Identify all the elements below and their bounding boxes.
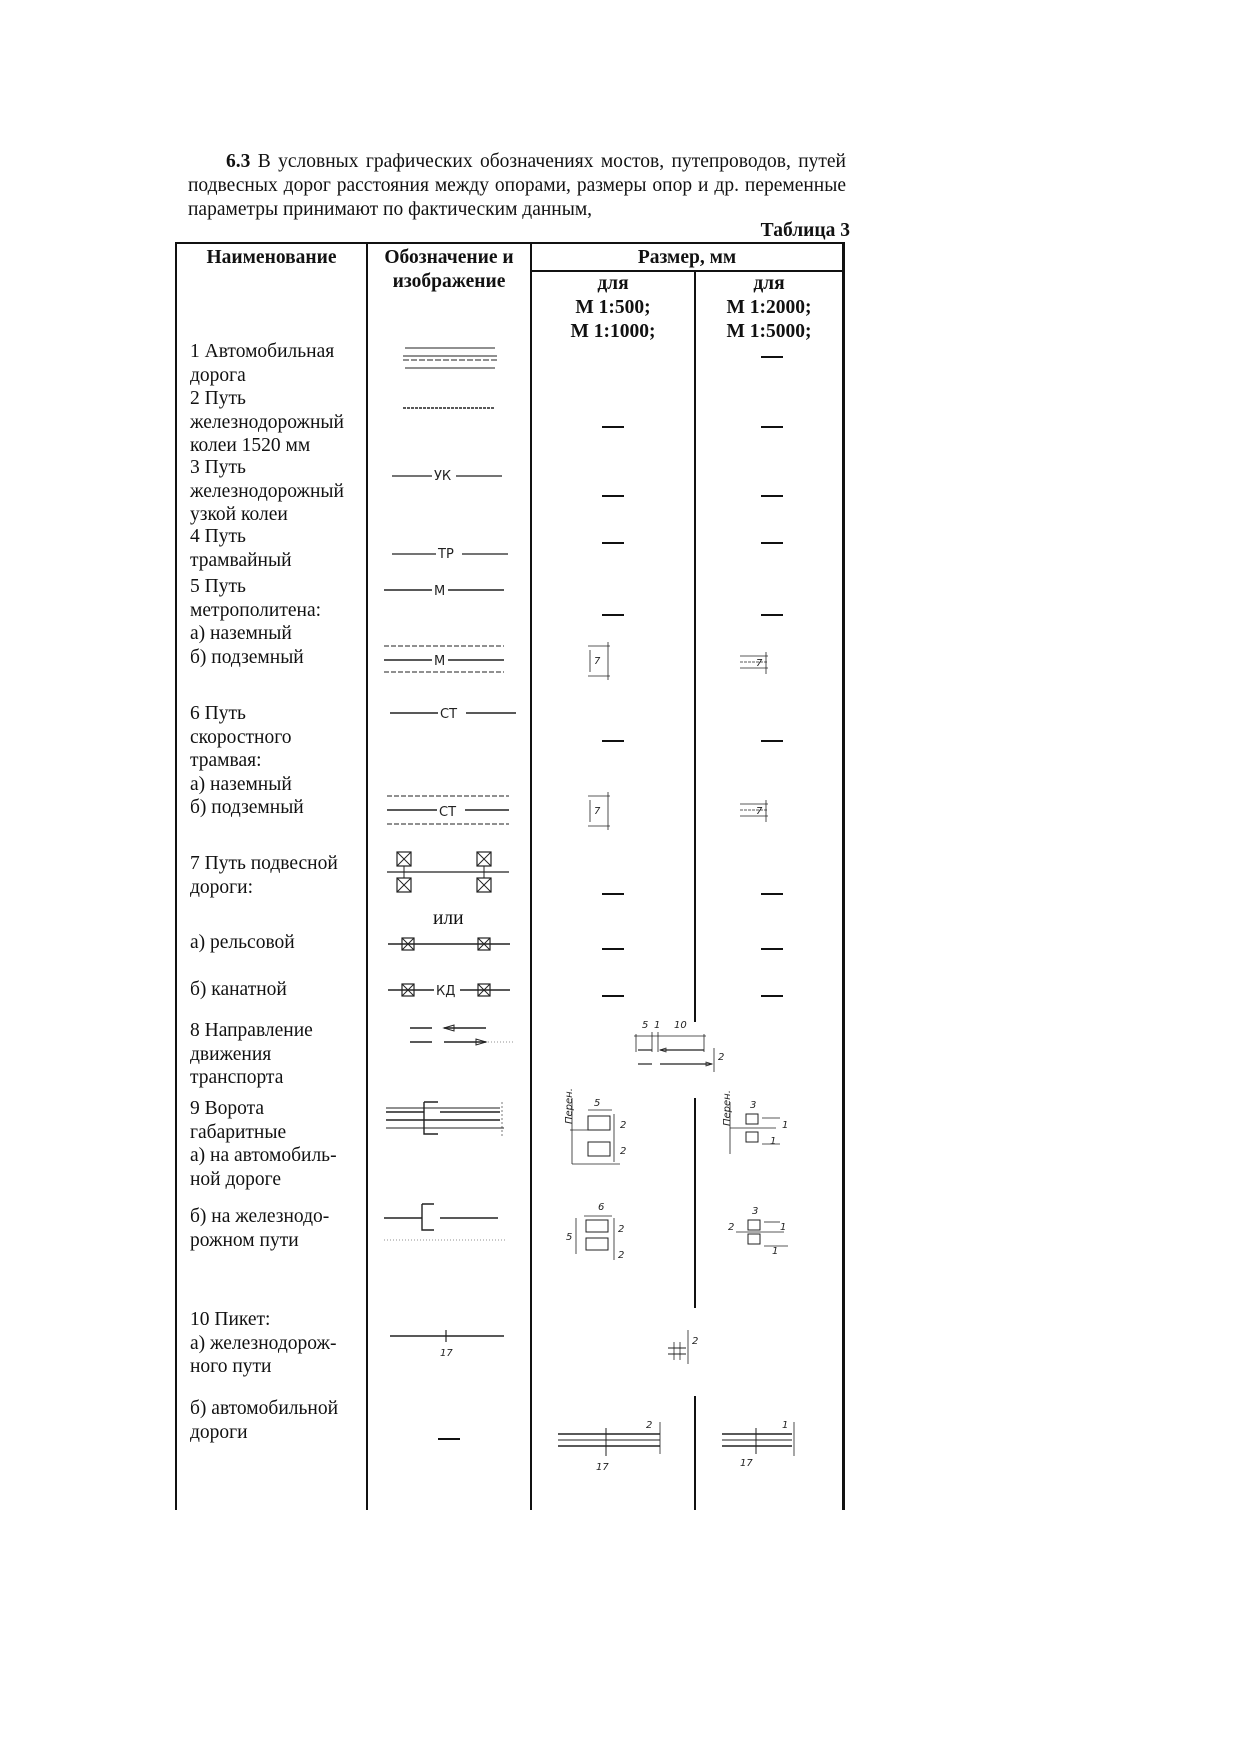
gate-railway-symbol-icon: [382, 1200, 512, 1246]
scale1-line1: для: [597, 273, 629, 294]
row-10-line1: 10 Пикет:: [190, 1309, 271, 1330]
table-border-right: [842, 242, 845, 1510]
st-label-a: СТ: [440, 707, 458, 722]
cable-suspended-symbol-icon: [386, 978, 516, 1002]
dash-r7b-c2: [761, 995, 783, 997]
table-caption: Таблица 3: [760, 220, 850, 241]
row-10b-name: [190, 1397, 355, 1444]
row-9-line1: 9 Ворота: [190, 1098, 265, 1119]
dim-one-d: 1: [780, 1222, 787, 1233]
dim-peren-a: Перен.: [564, 1088, 575, 1124]
row-1-name: [190, 340, 355, 387]
metro-under-dim-c1-icon: [584, 640, 624, 684]
dim-two-a: 2: [718, 1052, 725, 1063]
row-5-line1: 5 Путь: [190, 576, 246, 597]
col-sep-3c: [694, 1396, 696, 1510]
dim-two-c: 2: [620, 1146, 627, 1157]
uk-label: УК: [434, 469, 452, 484]
table-border-left: [175, 242, 177, 1510]
paragraph-text: В условных графических обозначениях мостов, путепроводов, путей подвесных дорог расстояния между опорами, размеры опор и др. переменные параметры принимают по фактическим данным,: [188, 151, 846, 220]
gate-auto-dim-c1-icon: [560, 1090, 640, 1172]
m-label-a: М: [434, 584, 446, 599]
dim-ten: 10: [674, 1020, 687, 1031]
dim-six: 6: [598, 1202, 605, 1213]
dim-five-b: 5: [594, 1098, 601, 1109]
row-4-name: [190, 525, 355, 572]
st-label-b: СТ: [439, 805, 457, 820]
dim-one-f: 1: [782, 1420, 789, 1431]
row-5-line2: метрополитена:: [190, 599, 322, 621]
dash-r2-c2: [761, 426, 783, 428]
paragraph-number: 6.3: [226, 151, 251, 172]
direction-arrows-icon: [408, 1022, 518, 1052]
dash-r4-c1: [602, 542, 624, 544]
col-sep-3b: [694, 1098, 696, 1308]
row-7-line1: 7 Путь подвесной: [190, 853, 338, 874]
row-9-line4: ной дороге: [190, 1168, 282, 1190]
row-5-name: [190, 575, 355, 669]
speed-tram-surface-symbol-icon: [388, 702, 518, 722]
dash-r5-c2: [761, 614, 783, 616]
row-10-name: [190, 1308, 355, 1379]
row-8-name: [190, 1019, 355, 1090]
dash-r7-c1: [602, 893, 624, 895]
row-10b-line2: дороги: [190, 1421, 248, 1443]
row-7b-name: б) канатной: [190, 979, 287, 1000]
scale1-line2: М 1:500;: [575, 297, 651, 318]
dash-r1-c2: [761, 356, 783, 358]
m-label-b: М: [434, 654, 446, 669]
dash-r6-c2: [761, 740, 783, 742]
dim-five-c: 5: [566, 1232, 573, 1243]
dim-one-a: 1: [654, 1020, 661, 1031]
picket-auto-dim-c2-icon: [720, 1416, 810, 1472]
dim-two-b: 2: [620, 1120, 627, 1131]
tr-label: ТР: [438, 547, 454, 562]
dim-seven-a: 7: [594, 656, 601, 667]
row-6-name: [190, 702, 355, 820]
gate-automobile-symbol-icon: [384, 1098, 508, 1140]
suspended-road-symbol-icon: [385, 848, 515, 898]
row-9-line2: габаритные: [190, 1121, 287, 1143]
dash-r7a-c1: [602, 948, 624, 950]
dim-two-f: 2: [728, 1222, 735, 1233]
row-9b-line2: рожном пути: [190, 1229, 299, 1251]
dash-r7a-c2: [761, 948, 783, 950]
row-2-line2: железнодорожный: [190, 411, 344, 433]
row-6-line2: скоростного: [190, 726, 292, 748]
row-7-name: [190, 852, 355, 899]
dash-r3-c1: [602, 495, 624, 497]
header-scale-2: [696, 272, 842, 344]
gate-rail-dim-c2-icon: [728, 1204, 798, 1260]
speedtram-under-dim-c1-icon: [584, 790, 624, 834]
dash-r10b-symbol: [438, 1438, 460, 1440]
col-sep-2: [530, 242, 532, 1510]
railway-symbol-icon: [395, 404, 505, 414]
picket-rail-dim-icon: [664, 1324, 708, 1368]
row-10b-line1: б) автомобильной: [190, 1398, 339, 1419]
row-9b-line1: б) на железнодо-: [190, 1206, 330, 1227]
row-1-line2: дорога: [190, 364, 246, 386]
dim-two-g: 2: [692, 1336, 699, 1347]
row-9-name: [190, 1097, 355, 1191]
row-10-line3: ного пути: [190, 1356, 272, 1377]
header-symbol-line1: Обозначение и: [384, 247, 514, 268]
row-9b-name: [190, 1205, 355, 1252]
row-5-line4: б) подземный: [190, 646, 304, 668]
row-6-line3: трамвая:: [190, 750, 262, 771]
narrow-gauge-symbol-icon: [390, 465, 510, 485]
row-8-line1: 8 Направление: [190, 1020, 313, 1041]
dash-r3-c2: [761, 495, 783, 497]
row-7-line2: дороги:: [190, 876, 254, 898]
dash-r4-c2: [761, 542, 783, 544]
row-10-line2: а) железнодорож-: [190, 1332, 337, 1354]
row-3-line2: железнодорожный: [190, 480, 344, 502]
picket-railway-symbol-icon: [388, 1326, 508, 1360]
speedtram-under-dim-c2-icon: [738, 798, 778, 828]
scale2-line3: М 1:5000;: [726, 321, 812, 342]
or-text: или: [433, 908, 464, 929]
row-6-line4: а) наземный: [190, 773, 292, 795]
rail-suspended-symbol-icon: [386, 932, 516, 956]
row-3-line3: узкой колеи: [190, 504, 288, 525]
row-7a-name: а) рельсовой: [190, 932, 295, 953]
header-size: Размер, мм: [637, 247, 737, 268]
seventeen-label-c: 17: [740, 1458, 753, 1469]
seventeen-label-a: 17: [440, 1348, 453, 1359]
metro-under-dim-c2-icon: [738, 650, 778, 680]
picket-auto-dim-c1-icon: [556, 1416, 666, 1476]
metro-surface-symbol-icon: [382, 580, 512, 600]
dim-seven-b: 7: [756, 658, 763, 669]
dash-r5-c1: [602, 614, 624, 616]
dim-one-e: 1: [772, 1246, 779, 1257]
dim-one-c: 1: [770, 1136, 777, 1147]
dim-one-b: 1: [782, 1120, 789, 1131]
row-8-line3: транспорта: [190, 1067, 284, 1088]
row-2-name: [190, 387, 355, 458]
dim-peren-b: Перен.: [722, 1090, 733, 1126]
dim-two-h: 2: [646, 1420, 653, 1431]
scale1-line3: М 1:1000;: [570, 321, 656, 342]
row-6-line1: 6 Путь: [190, 703, 246, 724]
road-symbol-icon: [395, 344, 505, 374]
row-1-line1: 1 Автомобильная: [190, 341, 335, 362]
kd-label: КД: [436, 984, 456, 999]
gate-auto-dim-c2-icon: [718, 1090, 798, 1164]
tram-symbol-icon: [390, 543, 515, 563]
dim-five-a: 5: [642, 1020, 649, 1031]
dim-seven-c: 7: [594, 806, 601, 817]
row-2-line1: 2 Путь: [190, 388, 246, 409]
direction-dim-icon: [632, 1018, 732, 1078]
row-3-name: [190, 456, 355, 527]
row-3-line1: 3 Путь: [190, 457, 246, 478]
row-2-line3: колеи 1520 мм: [190, 435, 311, 456]
seventeen-label-b: 17: [596, 1462, 609, 1473]
dash-r6-c1: [602, 740, 624, 742]
header-name: Наименование: [206, 247, 337, 268]
scale2-line2: М 1:2000;: [726, 297, 812, 318]
row-4-line1: 4 Путь: [190, 526, 246, 547]
dash-r2-c1: [602, 426, 624, 428]
dim-three-b: 3: [752, 1206, 759, 1217]
col-sep-3a: [694, 270, 696, 1022]
row-9-line3: а) на автомобиль-: [190, 1145, 337, 1166]
row-6-line5: б) подземный: [190, 797, 304, 818]
metro-underground-symbol-icon: [382, 640, 512, 680]
scale2-line1: для: [753, 273, 785, 294]
header-scale-1: [532, 272, 694, 344]
dim-seven-d: 7: [756, 806, 763, 817]
paragraph-6-3: [188, 150, 846, 222]
row-4-line2: трамвайный: [190, 549, 292, 571]
row-8-line2: движения: [190, 1043, 272, 1065]
gate-rail-dim-c1-icon: [562, 1200, 632, 1266]
dim-two-e: 2: [618, 1250, 625, 1261]
dim-three-a: 3: [750, 1100, 757, 1111]
row-5-line3: а) наземный: [190, 623, 292, 644]
speed-tram-underground-symbol-icon: [385, 790, 515, 830]
dim-two-d: 2: [618, 1224, 625, 1235]
dash-r7-c2: [761, 893, 783, 895]
dash-r7b-c1: [602, 995, 624, 997]
col-sep-1: [366, 242, 368, 1510]
table-border-top: [175, 242, 845, 244]
header-symbol-line2: изображение: [392, 271, 506, 292]
